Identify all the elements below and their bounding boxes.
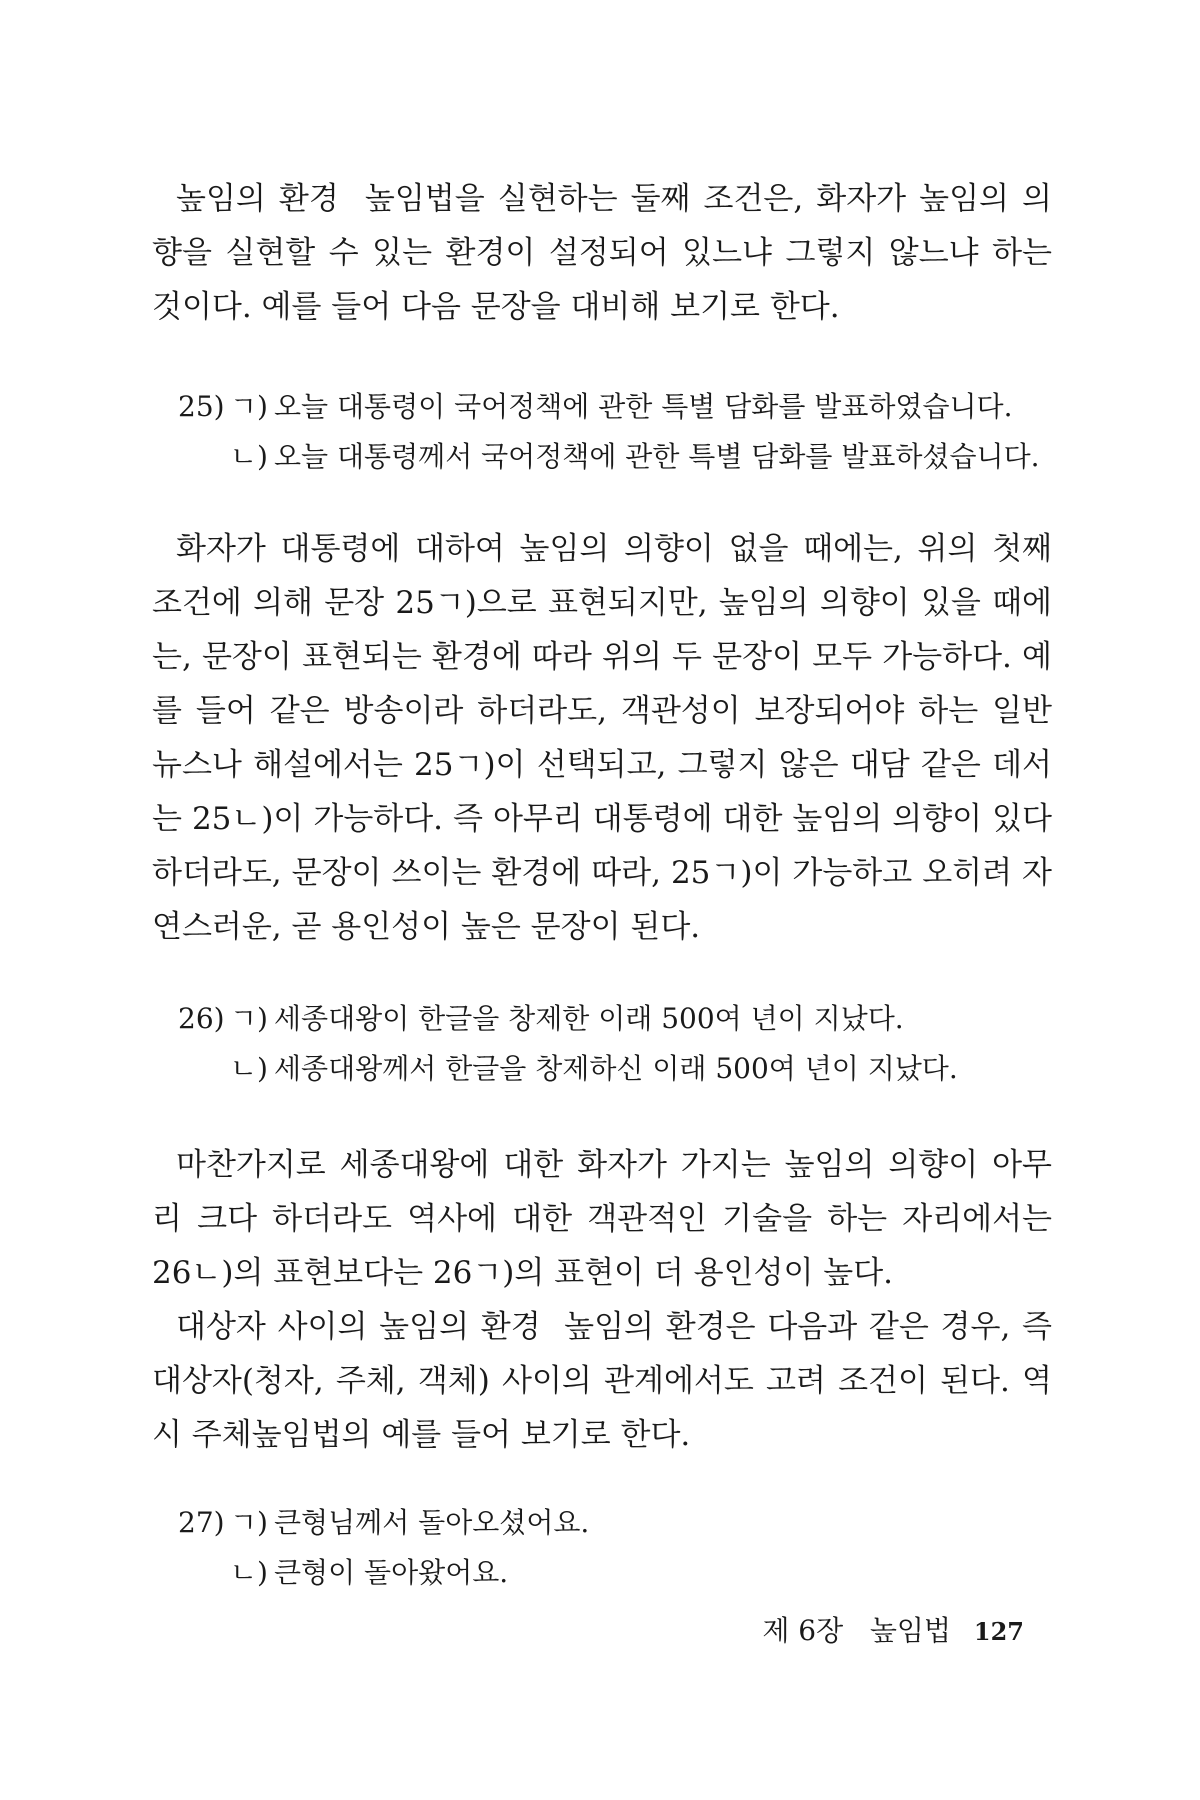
example-26 [178,994,1052,1094]
example-mark: ㄱ) [230,390,268,423]
paragraph-relations [152,1300,1052,1462]
example-line-a [178,994,1052,1044]
example-text: 세종대왕께서 한글을 창제하신 이래 500여 년이 지났다. [274,1052,958,1085]
example-line-b [178,432,1052,482]
example-line-b [178,1548,1052,1598]
paragraph-text: 화자가 대통령에 대하여 높임의 의향이 없을 때에는, 위의 첫째 조건에 의해 문장 25ㄱ)으로 표현되지만, 높임의 의향이 있을 때에는, 문장이 표현되는 환경에 따라 위의 두 문장이 모두 가능하다. 예를 들어 같은 방송이라 하더라도, 객관성이 보장되어야 하는 일반 뉴스나 해설에서는 25ㄱ)이 선택되고, 그렇지 않은 대담 같은 데서는 25ㄴ)이 가능하다. 즉 아무리 대통령에 대한 높임의 의향이 있다 하더라도, 문장이 쓰이는 환경에 따라, 25ㄱ)이 가능하고 오히려 자연스러운, 곧 용인성이 높은 문장이 된다. [152,531,1052,945]
page-number: 127 [973,1617,1024,1646]
example-text: 큰형님께서 돌아오셨어요. [274,1506,590,1539]
paragraph-text: 높임의 환경은 다음과 같은 경우, 즉 대상자(청자, 주체, 객체) 사이의 관계에서도 고려 조건이 된다. 역시 주체높임법의 예를 들어 보기로 한다. [152,1309,1052,1453]
paragraph-sejong [152,1138,1052,1300]
chapter-title: 높임법 [869,1614,951,1647]
section-heading-environment: 높임의 환경 [176,181,339,217]
example-line-a [178,1498,1052,1548]
example-line-b [178,1044,1052,1094]
example-mark: ㄴ) [230,440,268,473]
paragraph-text: 높임법을 실현하는 둘째 조건은, 화자가 높임의 의향을 실현할 수 있는 환경이 설정되어 있느냐 그렇지 않느냐 하는 것이다. 예를 들어 다음 문장을 대비해 보기로 한다. [152,181,1052,325]
paragraph-president [152,522,1052,954]
section-heading-relations: 대상자 사이의 높임의 환경 [176,1309,541,1345]
example-text: 세종대왕이 한글을 창제한 이래 500여 년이 지났다. [274,1002,904,1035]
example-mark: ㄱ) [230,1002,268,1035]
example-mark: ㄴ) [230,1052,268,1085]
example-mark: ㄱ) [230,1506,268,1539]
paragraph-environment [152,172,1052,334]
example-number: 26) [178,1002,225,1035]
paragraph-text: 마찬가지로 세종대왕에 대한 화자가 가지는 높임의 의향이 아무리 크다 하더라도 역사에 대한 객관적인 기술을 하는 자리에서는 26ㄴ)의 표현보다는 26ㄱ)의 표현이 더 용인성이 높다. [152,1147,1052,1291]
example-number: 27) [178,1506,225,1539]
chapter-label: 제 6장 [762,1614,844,1647]
example-line-a [178,382,1052,432]
example-25 [178,382,1052,482]
example-mark: ㄴ) [230,1556,268,1589]
example-number: 25) [178,390,225,423]
example-text: 큰형이 돌아왔어요. [274,1556,509,1589]
page-body [152,172,1052,1598]
example-text: 오늘 대통령께서 국어정책에 관한 특별 담화를 발표하셨습니다. [274,440,1040,473]
example-27 [178,1498,1052,1598]
page-footer [762,1609,1024,1649]
example-text: 오늘 대통령이 국어정책에 관한 특별 담화를 발표하였습니다. [274,390,1013,423]
